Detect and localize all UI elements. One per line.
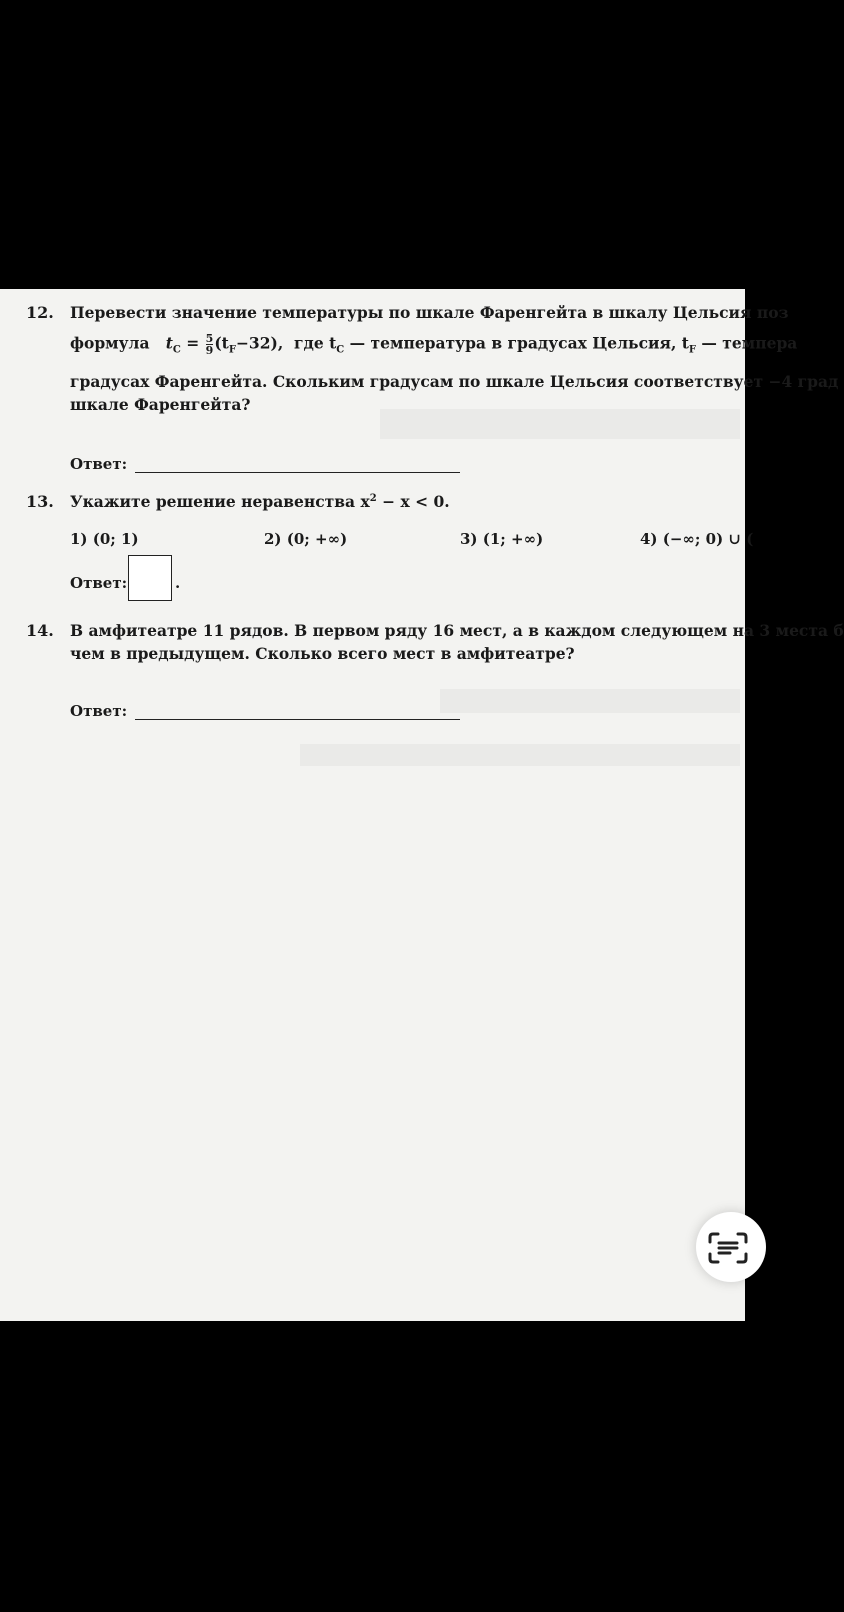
- formula-subscript: C: [336, 344, 345, 356]
- formula-rhs-end: −32),: [235, 333, 284, 353]
- formula-rhs: (t: [214, 333, 229, 353]
- answer-dot: .: [175, 574, 181, 592]
- formula-subscript: F: [688, 344, 697, 356]
- question-text-line: шкале Фаренгейта?: [70, 395, 251, 414]
- answer-line[interactable]: [135, 719, 460, 720]
- formula-fraction: [206, 333, 214, 356]
- text-scan-icon: [708, 1232, 748, 1264]
- inequality-suffix: − x < 0.: [376, 492, 450, 511]
- fraction-numerator: 5: [205, 332, 214, 345]
- answer-label: Ответ:: [70, 574, 128, 592]
- formula-equals: =: [186, 333, 200, 353]
- answer-line[interactable]: [135, 472, 460, 473]
- question-text-line: градусах Фаренгейта. Скольким градусам по шкале Цельсия соответствует −4 град: [70, 372, 839, 391]
- question-text-line: Перевести значение температуры по шкале Фаренгейта в шкалу Цельсия поз: [70, 303, 789, 322]
- choice-2: 2) (0; +∞): [264, 530, 348, 548]
- answer-label: Ответ:: [70, 455, 128, 473]
- formula-variable: t: [165, 333, 173, 353]
- formula-description: — температура в градусах Цельсия, t: [344, 333, 689, 353]
- formula-description-tail: — темпера: [696, 333, 798, 353]
- formula-line: [70, 333, 797, 356]
- question-text-line: В амфитеатре 11 рядов. В первом ряду 16 мест, а в каждом следующем на 3 места б: [70, 621, 844, 640]
- formula-suffix: где t: [294, 333, 337, 353]
- text-scan-button[interactable]: [696, 1212, 766, 1282]
- question-text-line: чем в предыдущем. Сколько всего мест в амфитеатре?: [70, 644, 575, 663]
- question-text-line: [70, 492, 450, 511]
- paper-texture: [300, 744, 740, 766]
- paper-texture: [440, 689, 740, 713]
- formula-subscript: F: [228, 344, 236, 356]
- answer-label: Ответ:: [70, 702, 128, 720]
- answer-box[interactable]: [128, 555, 172, 601]
- inequality-exponent: 2: [369, 492, 377, 504]
- document-photo: [0, 289, 844, 1321]
- question-number: 12.: [26, 303, 54, 322]
- fraction-denominator: 9: [205, 344, 214, 357]
- formula-prefix: формула: [70, 333, 150, 353]
- formula-subscript: C: [172, 344, 181, 356]
- choice-3: 3) (1; +∞): [460, 530, 544, 548]
- choice-4: 4) (−∞; 0) ∪ (: [640, 530, 754, 548]
- choice-1: 1) (0; 1): [70, 530, 139, 548]
- question-number: 14.: [26, 621, 54, 640]
- paper-texture: [380, 409, 740, 439]
- question-number: 13.: [26, 492, 54, 511]
- inequality-prefix: Укажите решение неравенства x: [70, 492, 370, 511]
